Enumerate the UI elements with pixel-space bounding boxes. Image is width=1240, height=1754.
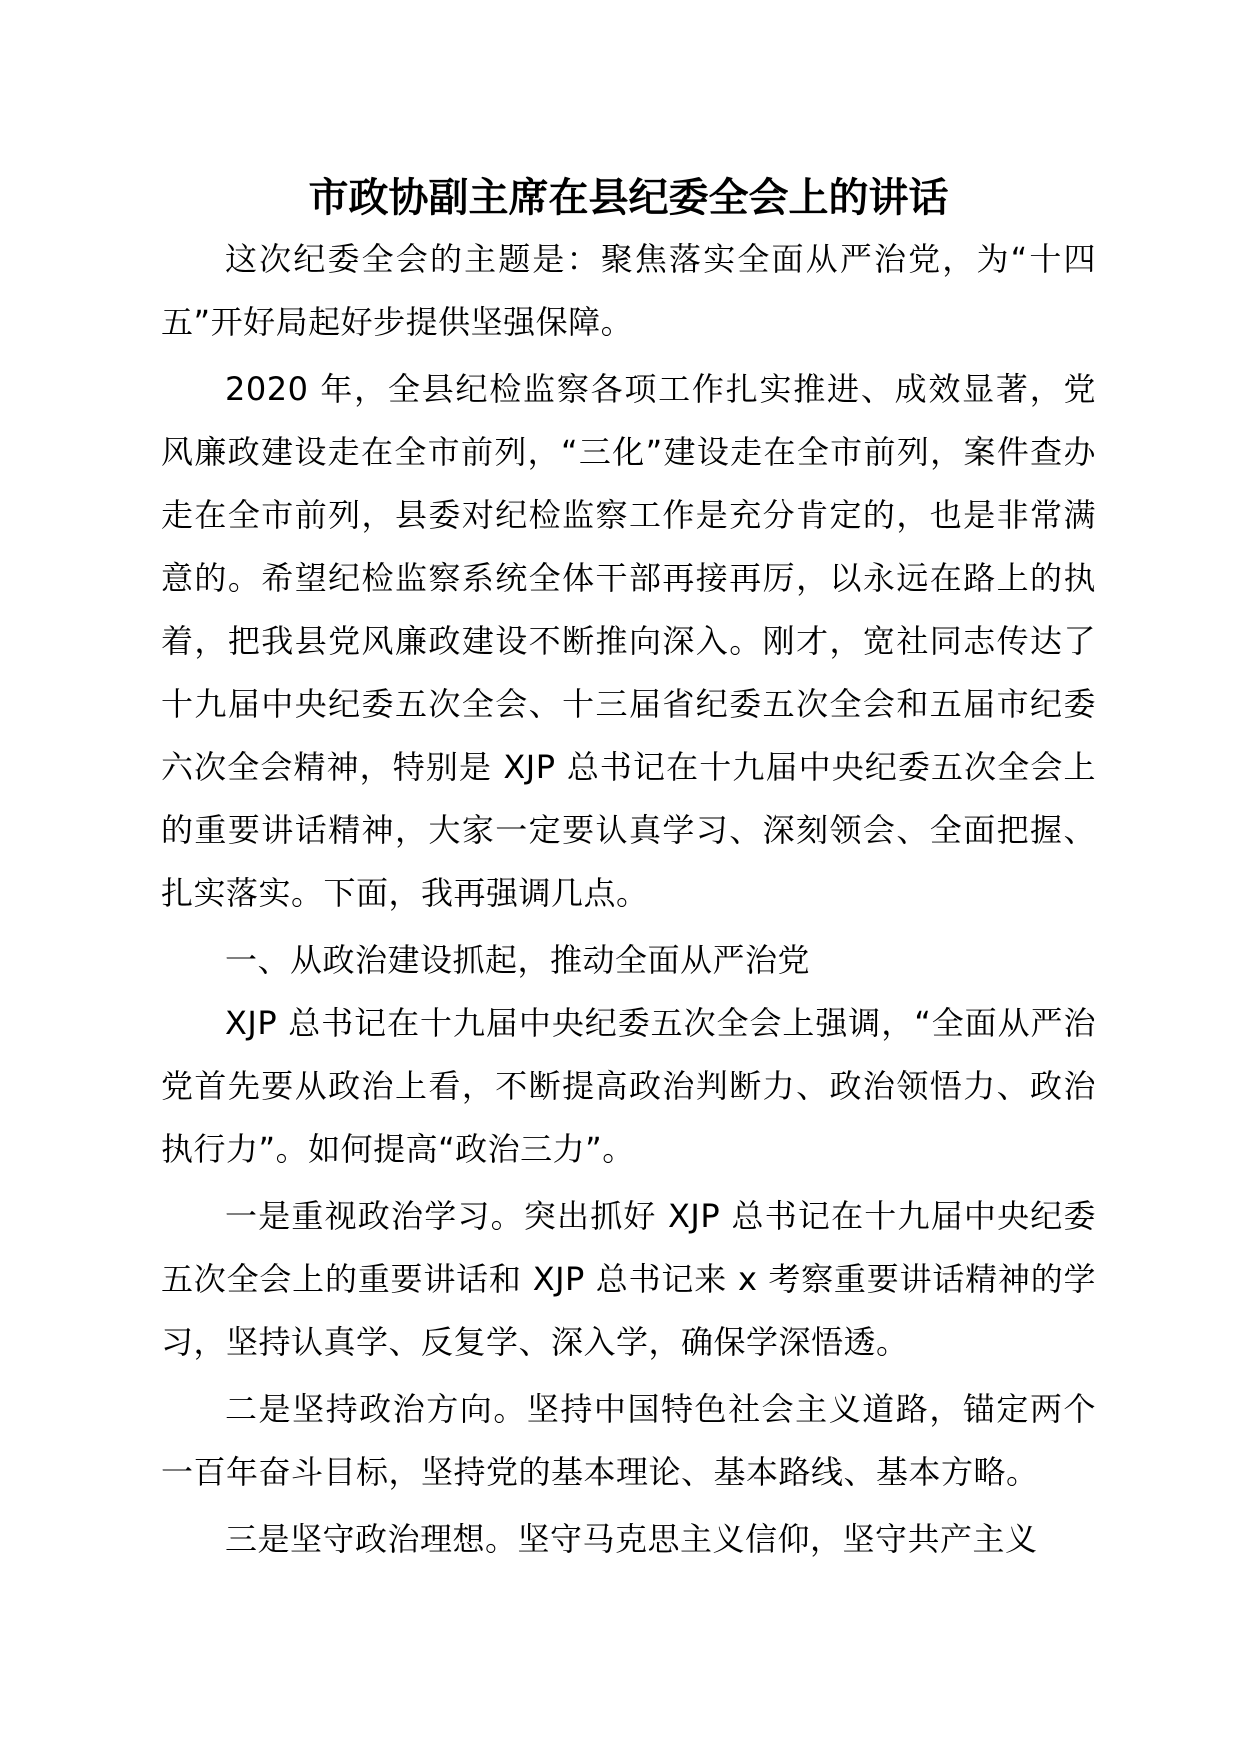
document-page [161, 168, 1096, 1571]
section-heading-1: 一、从政治建设抓起，推动全面从严治党 [225, 941, 811, 979]
paragraph-point-3: 三是坚守政治理想。坚守马克思主义信仰，坚守共产主义 [225, 1520, 1038, 1558]
paragraph-review-2020: 2020 年，全县纪检监察各项工作扎实推进、成效显著，党风廉政建设走在全市前列，“三化”建设走在全市前列，案件查办走在全市前列，县委对纪检监察工作是充分肯定的，也是非常满意的。希望纪检监察系统全体干部再接再厉，以永远在路上的执着，把我县党风廉政建设不断推向深入。刚才，宽社同志传达了十九届中央纪委五次全会、十三届省纪委五次全会和五届市纪委六次全会精神，特别是 XJP 总书记在十九届中央纪委五次全会上的重要讲话精神，大家一定要认真学习、深刻领会、全面把握、扎实落实。下面，我再强调几点。 [161, 370, 1096, 912]
document-title: 市政协副主席在县纪委全会上的讲话 [308, 175, 949, 221]
paragraph-quote: XJP 总书记在十九届中央纪委五次全会上强调，“全面从严治党首先要从政治上看，不断提高政治判断力、政治领悟力、政治执行力”。如何提高“政治三力”。 [161, 1004, 1096, 1168]
paragraph-theme: 这次纪委全会的主题是：聚焦落实全面从严治党，为“十四五”开好局起好步提供坚强保障。 [161, 240, 1096, 341]
paragraph-point-1: 一是重视政治学习。突出抓好 XJP 总书记在十九届中央纪委五次全会上的重要讲话和 XJP 总书记来 x 考察重要讲话精神的学习，坚持认真学、反复学、深入学，确保学深悟透。 [161, 1197, 1096, 1361]
paragraph-point-2: 二是坚持政治方向。坚持中国特色社会主义道路，锚定两个一百年奋斗目标，坚持党的基本理论、基本路线、基本方略。 [161, 1390, 1096, 1491]
